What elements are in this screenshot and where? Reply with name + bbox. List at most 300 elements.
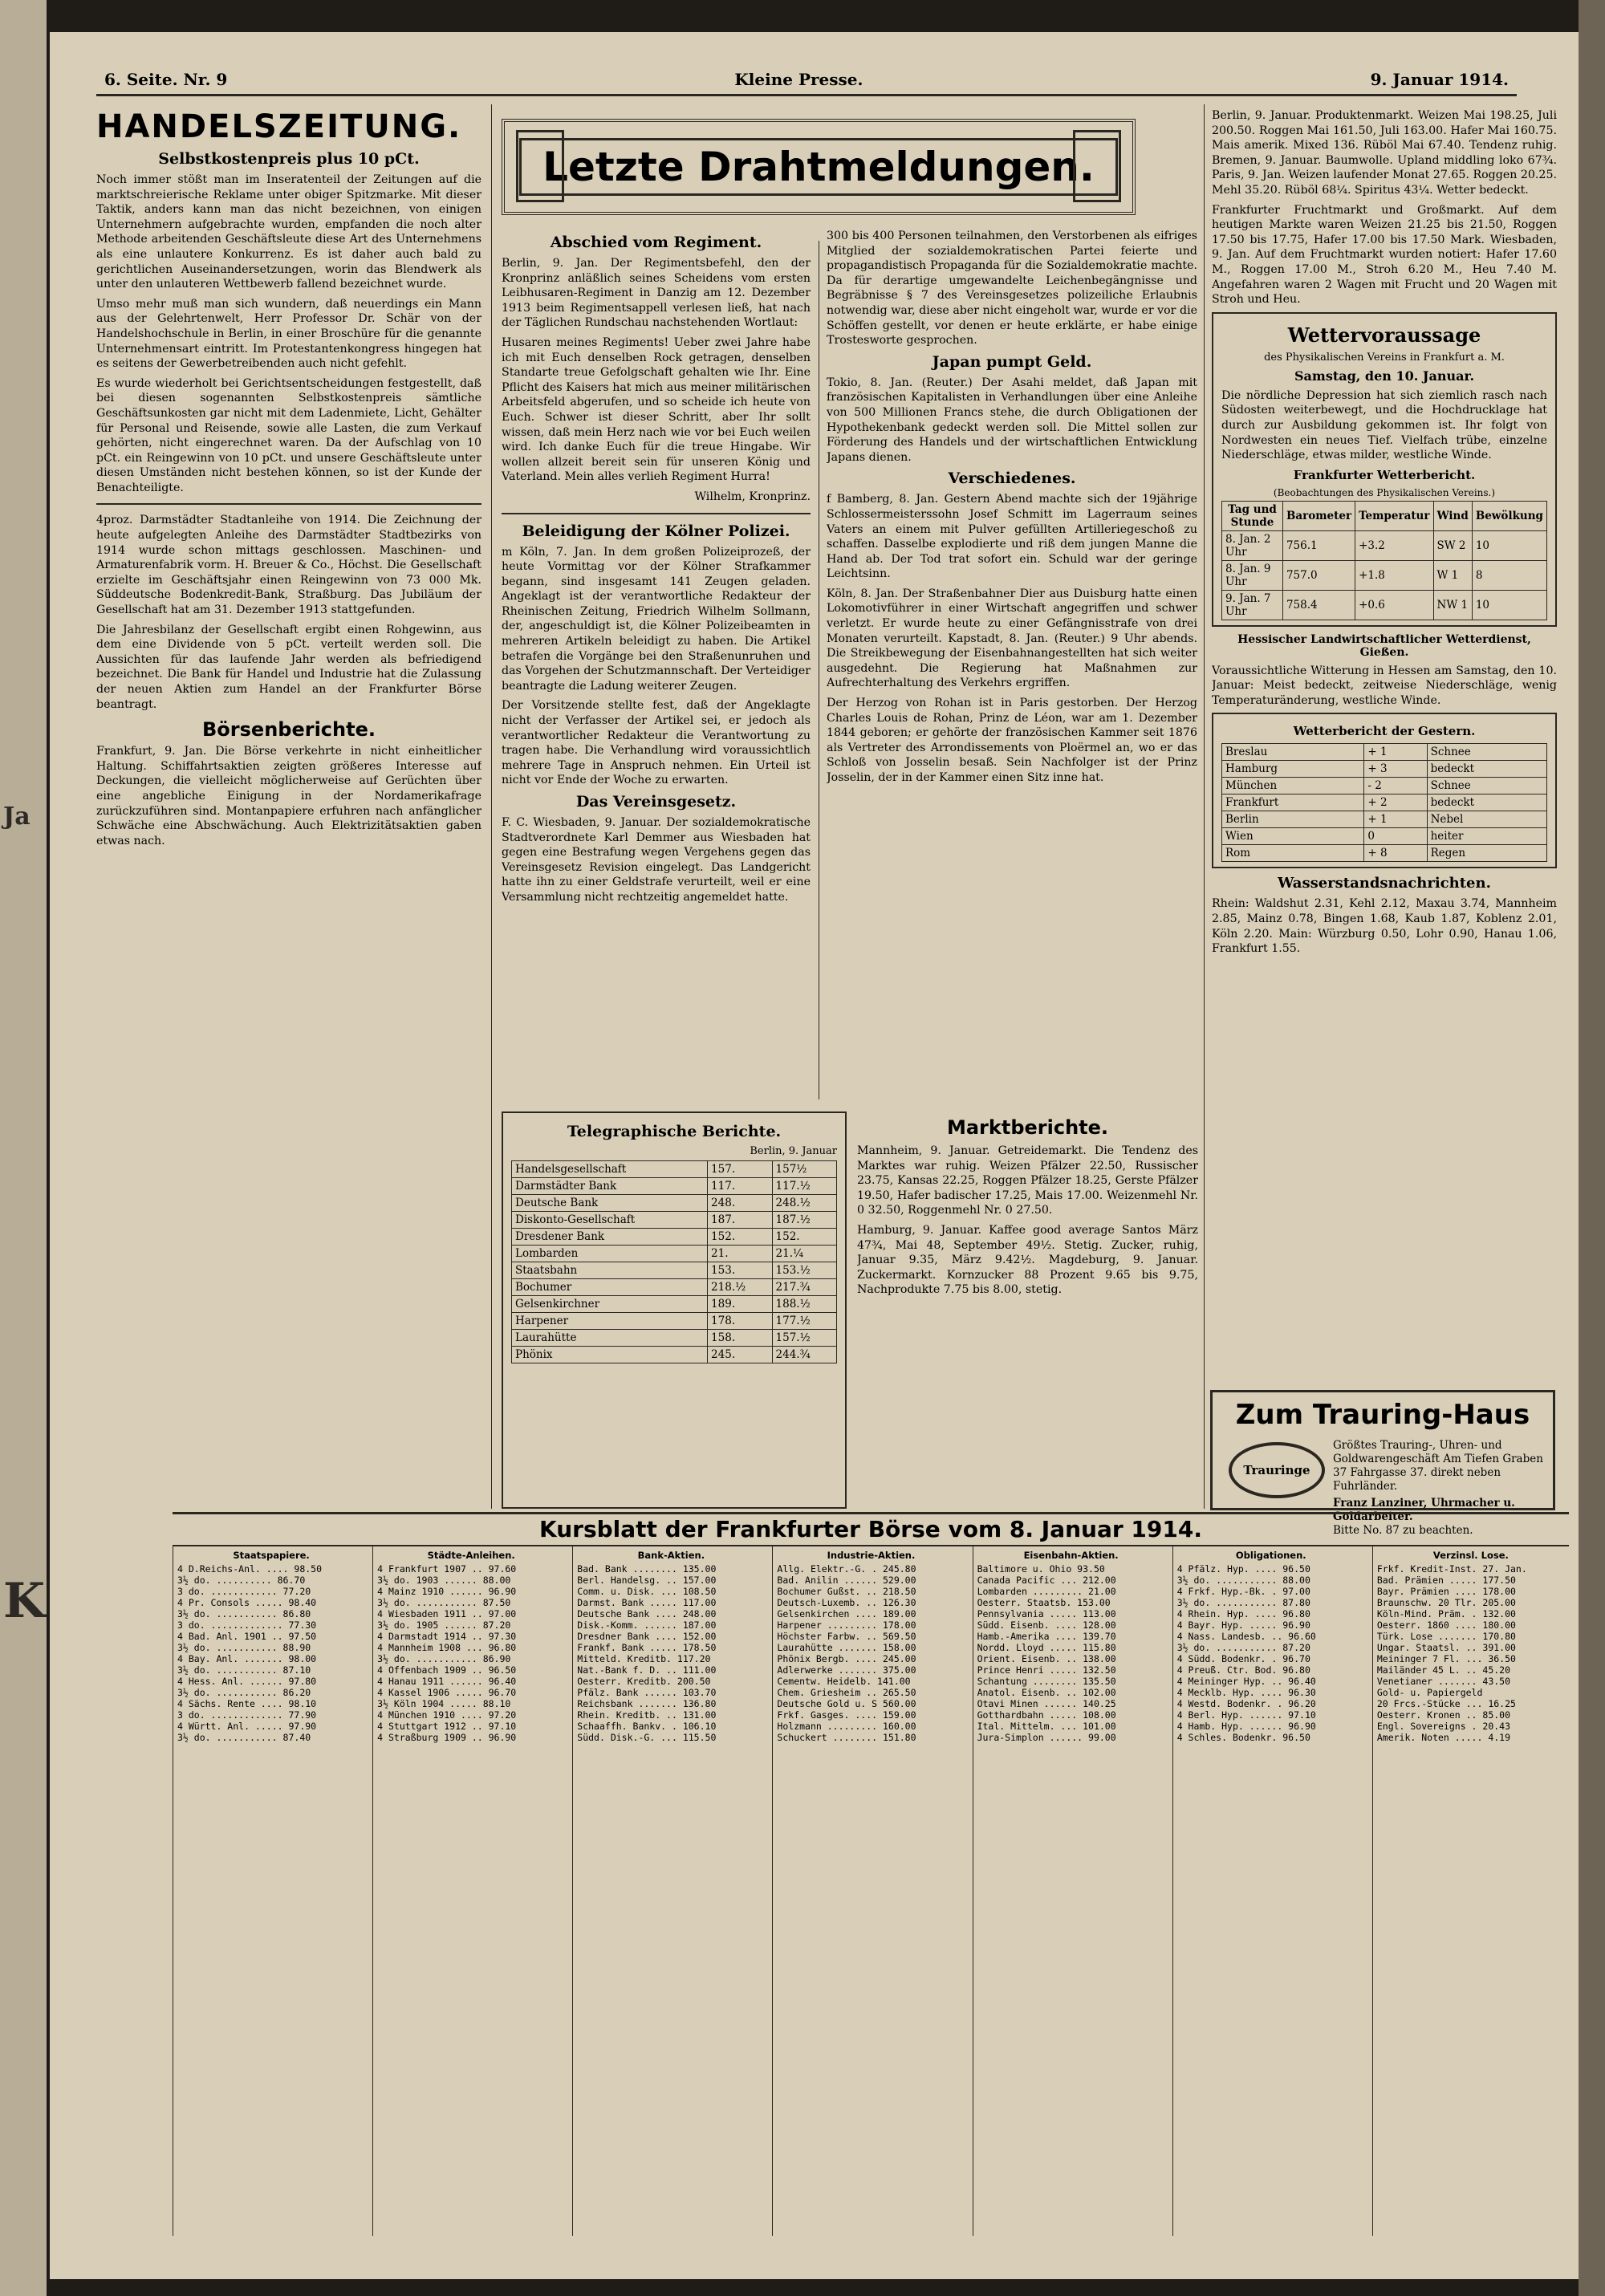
article-signature: Wilhelm, Kronprinz. xyxy=(694,490,811,503)
marktberichte-title: Marktberichte. xyxy=(946,1116,1109,1139)
kursblatt-line: 20 Frcs.-Stücke ... 16.25 xyxy=(1376,1698,1516,1709)
stock-cell-v1: 153. xyxy=(708,1262,772,1279)
weather-cell: 10 xyxy=(1472,590,1546,620)
weather-header-cell: Temperatur xyxy=(1355,501,1433,530)
gestern-cell-val: + 2 xyxy=(1364,794,1427,811)
wettervoraussage-box xyxy=(1212,312,1557,627)
article-subhead: Japan pumpt Geld. xyxy=(932,352,1092,371)
kursblatt-column-head: Verzinsl. Lose. xyxy=(1432,1550,1509,1561)
wetter-subtitle: des Physikalischen Vereins in Frankfurt a. M. xyxy=(1264,351,1505,364)
article-paragraph: Berlin, 9. Jan. Der Regimentsbefehl, den der Kronprinz anläßlich seines Scheidens vom ersten Leibhusaren-Regiment in Danzig am 12. Dezember 1913 beim Regimentsappell verlesen ließ, hat nach der Täglichen Rundschau nachstehenden Wortlaut: xyxy=(502,257,811,330)
kursblatt-line: Gold- u. Papiergeld xyxy=(1376,1687,1483,1698)
weather-row xyxy=(1222,590,1547,620)
divider xyxy=(96,503,482,505)
kursblatt-line: Oesterr. 1860 .... 180.00 xyxy=(1376,1619,1516,1631)
page-label: 6. Seite. Nr. 9 xyxy=(104,69,228,89)
stock-cell-v1: 117. xyxy=(708,1178,772,1195)
article-paragraph: F. C. Wiesbaden, 9. Januar. Der sozialdemokratische Stadtverordnete Karl Demmer aus Wiesbaden hat gegen eine Bestrafung wegen Vergehens gegen das Vereinsgesetz Revision eingelegt. Das Landgericht hatte ihn zu einer Geldstrafe verurteilt, weil er eine Versammlung nicht rechtzeitig angemeldet hatte. xyxy=(502,816,811,904)
kursblatt-column xyxy=(572,1546,769,2236)
kursblatt-line: 4 Darmstadt 1914 .. 97.30 xyxy=(377,1631,517,1642)
kursblatt-line: Holzmann ......... 160.00 xyxy=(777,1721,916,1732)
stock-row xyxy=(512,1330,837,1347)
kursblatt-line: 4 Hanau 1911 ...... 96.40 xyxy=(377,1676,517,1687)
kursblatt-line: Ital. Mittelm. ... 101.00 xyxy=(977,1721,1116,1732)
kursblatt-line: Bayr. Prämien .... 178.00 xyxy=(1376,1586,1516,1597)
kursblatt-line: 3½ do. ........... 87.20 xyxy=(1176,1642,1310,1653)
stock-cell-name: Gelsenkirchner xyxy=(512,1296,708,1313)
kursblatt-line: 3½ do. .......... 86.70 xyxy=(177,1575,306,1586)
kursblatt-line: 3 do. ............. 77.30 xyxy=(177,1619,317,1631)
kursblatt-line: Bad. Anilin ...... 529.00 xyxy=(777,1575,916,1586)
gestern-box xyxy=(1212,713,1557,868)
kursblatt-column xyxy=(973,1546,1169,2236)
weather-header-cell: Bewölkung xyxy=(1472,501,1546,530)
kursblatt-line: 4 Wiesbaden 1911 .. 97.00 xyxy=(377,1608,517,1619)
gestern-cell-state: Regen xyxy=(1427,845,1546,862)
drahtmeldungen-column-left xyxy=(502,229,811,1091)
article-paragraph: 4proz. Darmstädter Stadtanleihe von 1914. Die Zeichnung der heute aufgelegten Anleihe des Darmstädter Stadtbezirks von 1914 wurde schon mittags geschlossen. Maschinen- und Armaturenfabrik vorm. H. Breuer & Co., Höchst. Die Gesellschaft erzielte im Geschäftsjahr einen Reingewinn von 73 000 Mk. Süddeutsche Bodenkredit-Bank, Straßburg. Das Jubiläum der Gesellschaft hat am 31. Dezember 1913 stattgefunden. xyxy=(96,514,482,617)
stock-cell-name: Deutsche Bank xyxy=(512,1195,708,1212)
kursblatt-line: 4 Hess. Anl. ...... 97.80 xyxy=(177,1676,317,1687)
beobachtung-subtitle: (Beobachtungen des Physikalischen Vereins.) xyxy=(1273,486,1496,498)
kursblatt-line: Meininger 7 Fl. ... 36.50 xyxy=(1376,1653,1516,1664)
kursblatt-line: 3½ do. ........... 87.40 xyxy=(177,1732,311,1743)
kursblatt-column-head: Eisenbahn-Aktien. xyxy=(1023,1550,1119,1561)
kursblatt-line: Reichsbank ....... 136.80 xyxy=(577,1698,717,1709)
gestern-row xyxy=(1222,761,1547,778)
gestern-cell-val: + 3 xyxy=(1364,761,1427,778)
kursblatt-line: Oesterr. Kronen .. 85.00 xyxy=(1376,1709,1511,1721)
ad-owner: Franz Lanziner, Uhrmacher u. Goldarbeiter. xyxy=(1333,1497,1515,1523)
gestern-cell-city: Berlin xyxy=(1222,811,1364,828)
article-paragraph: Der Herzog von Rohan ist in Paris gestorben. Der Herzog Charles Louis de Rohan, Prinz de Léon, war am 1. Dezember 1844 geboren; er gehörte der französischen Kammer seit 1876 als Vertreter des Arrondissements von Ploërmel an, wo er das Schloß von Josselin besaß. Sein Nachfolger ist der Prinz Josselin, der in der Kammer einen Sitz inne hat. xyxy=(827,697,1197,784)
stock-cell-name: Laurahütte xyxy=(512,1330,708,1347)
kursblatt-column-head: Bank-Aktien. xyxy=(637,1550,705,1561)
kursblatt-line: Schuckert ........ 151.80 xyxy=(777,1732,916,1743)
kursblatt-line: Ungar. Staatsl. .. 391.00 xyxy=(1376,1642,1516,1653)
page-header xyxy=(96,64,1517,96)
kursblatt-line: Höchster Farbw. .. 569.50 xyxy=(777,1631,916,1642)
kursblatt-line: Venetianer ....... 43.50 xyxy=(1376,1676,1511,1687)
kursblatt-column-head: Städte-Anleihen. xyxy=(427,1550,515,1561)
article-paragraph: Mannheim, 9. Januar. Getreidemarkt. Die Tendenz des Marktes war ruhig. Weizen Pfälzer 22.50, Russischer 23.75, Kansas 22.25, Roggen Pfälzer 18.25, Gerste Pfälzer 19.50, Hafer badischer 17.25, Mais 17.00. Weizenmehl Nr. 0 32.50, Roggenmehl Nr. 0 27.50. xyxy=(857,1144,1198,1217)
article-subhead: Das Vereinsgesetz. xyxy=(575,793,737,811)
stock-row xyxy=(512,1296,837,1313)
kursblatt-line: 3½ do. ........... 87.80 xyxy=(1176,1597,1310,1608)
kursblatt-line: Deutsche Gold u. S 560.00 xyxy=(777,1698,916,1709)
article-subhead: Verschiedenes. xyxy=(948,469,1076,488)
telegraph-place: Berlin, 9. Januar xyxy=(750,1145,837,1157)
kursblatt-line: 4 Nass. Landesb. .. 96.60 xyxy=(1176,1631,1316,1642)
stock-cell-v1: 178. xyxy=(708,1313,772,1330)
weather-cell: 10 xyxy=(1472,530,1546,560)
stock-cell-name: Darmstädter Bank xyxy=(512,1178,708,1195)
weather-cell: NW 1 xyxy=(1433,590,1472,620)
kursblatt-line: Laurahütte ....... 158.00 xyxy=(777,1642,916,1653)
kursblatt-line: 4 Bad. Anl. 1901 .. 97.50 xyxy=(177,1631,317,1642)
kursblatt-line: Schaaffh. Bankv. . 106.10 xyxy=(577,1721,717,1732)
kursblatt-line: Frkf. Kredit-Inst. 27. Jan. xyxy=(1376,1563,1527,1575)
ad-text: Größtes Trauring-, Uhren- und Goldwarengeschäft Am Tiefen Graben 37 Fahrgasse 37. direkt neben Fuhrländer. xyxy=(1333,1439,1543,1493)
stock-cell-v1: 152. xyxy=(708,1229,772,1246)
kursblatt-line: Mitteld. Kreditb. 117.20 xyxy=(577,1653,711,1664)
article-paragraph: Hamburg, 9. Januar. Kaffee good average Santos März 47¾, Mai 48, September 49½. Stetig. Zucker, ruhig, Januar 9.35, März 9.42½. Magdeburg, 9. Januar. Zuckermarkt. Kornzucker 88 Prozent 9.65 bis 9.75, Nachprodukte 7.75 bis 8.00, stetig. xyxy=(857,1223,1198,1297)
kursblatt-line: 4 Frankfurt 1907 .. 97.60 xyxy=(377,1563,517,1575)
article-paragraph: Tokio, 8. Jan. (Reuter.) Der Asahi meldet, daß Japan mit französischen Kapitalisten in Verhandlungen über eine Anleihe von 500 Millionen Francs stehe, die durch Obligationen der Hypothekenbank gedeckt werden soll. Die Mittel sollen zur Förderung des Handels und der wirtschaftlichen Entwicklung Japans dienen. xyxy=(827,376,1197,464)
ring-label: Trauringe xyxy=(1243,1463,1310,1477)
stock-cell-name: Handelsgesellschaft xyxy=(512,1161,708,1178)
kursblatt-line: 3½ do. ........... 87.50 xyxy=(377,1597,511,1608)
kursblatt-line: 4 Württ. Anl. ..... 97.90 xyxy=(177,1721,317,1732)
gestern-cell-state: heiter xyxy=(1427,828,1546,845)
kursblatt-line: Rhein. Kreditb. .. 131.00 xyxy=(577,1709,717,1721)
kursblatt-line: Pfälz. Bank ...... 103.70 xyxy=(577,1687,717,1698)
weather-row xyxy=(1222,560,1547,590)
kursblatt-line: Lombarden ......... 21.00 xyxy=(977,1586,1116,1597)
paper-name: Kleine Presse. xyxy=(734,69,863,89)
article-paragraph: Der Vorsitzende stellte fest, daß der Angeklagte nicht der Verfasser der Artikel sei, er jedoch als verantwortlicher Redakteur die Verantwortung zu tragen habe. Die Verhandlung wird voraussichtlich mehrere Tage in Anspruch nehmen. Ein Urteil ist nicht vor Ende der Woche zu erwarten. xyxy=(502,699,811,787)
stock-cell-v2: 177.½ xyxy=(772,1313,836,1330)
stock-cell-v1: 218.½ xyxy=(708,1279,772,1296)
kursblatt-line: Baltimore u. Ohio 93.50 xyxy=(977,1563,1105,1575)
stock-cell-name: Dresdener Bank xyxy=(512,1229,708,1246)
article-paragraph: Umso mehr muß man sich wundern, daß neuerdings ein Mann aus der Gelehrtenwelt, Herr Professor Dr. Schär von der Handelshochschule in Berlin, in einer Broschüre für die genannte Unternehmensart eintritt. Im Protestantenkongress hingegen hat es seitens der Gewerbetreibenden auch nicht gefehlt. xyxy=(96,297,482,371)
kursblatt-line: Südd. Eisenb. .... 128.00 xyxy=(977,1619,1116,1631)
article-paragraph: Noch immer stößt man im Inseratenteil der Zeitungen auf die marktschreierische Reklame unter obiger Spitzmarke. Mit dieser Taktik, anders kann man das nicht bezeichnen, von einigen Unternehmern aufgebrachte wurden, empfanden die noch alter Methode arbeitenden Geschäftsleute diese Art des Unternehmens als eine unlautere Konkurrenz. Es ist daher auch bald zu gerichtlichen Auseinandersetzungen, worin das Blendwerk als unter den unlauteren Wettbewerb fallend bezeichnet wurde. xyxy=(96,173,482,291)
kursblatt-column-head: Industrie-Aktien. xyxy=(827,1550,916,1561)
kursblatt-line: Harpener ......... 178.00 xyxy=(777,1619,916,1631)
issue-date: 9. Januar 1914. xyxy=(1370,69,1509,89)
stock-cell-v2: 157½ xyxy=(772,1161,836,1178)
drahtmeldungen-banner xyxy=(502,119,1136,215)
stock-cell-name: Lombarden xyxy=(512,1246,708,1262)
kursblatt-line: 4 D.Reichs-Anl. .... 98.50 xyxy=(177,1563,323,1575)
gestern-row xyxy=(1222,811,1547,828)
kursblatt-line: Gotthardbahn ..... 108.00 xyxy=(977,1709,1116,1721)
kursblatt-line: Oesterr. Staatsb. 153.00 xyxy=(977,1597,1111,1608)
stock-cell-v2: 21.¼ xyxy=(772,1246,836,1262)
handelszeitung-subhead: Selbstkostenpreis plus 10 pCt. xyxy=(158,150,420,168)
weather-row xyxy=(1222,530,1547,560)
weather-cell: 8. Jan. 2 Uhr xyxy=(1222,530,1283,560)
article-paragraph: Rhein: Waldshut 2.31, Kehl 2.12, Maxau 3.74, Mannheim 2.85, Mainz 0.78, Bingen 1.68, Kaub 1.87, Koblenz 2.01, Köln 2.20. Main: Würzburg 0.50, Lohr 0.90, Hanau 1.06, Frankfurt 1.55. xyxy=(1212,897,1557,956)
article-paragraph: Berlin, 9. Januar. Produktenmarkt. Weizen Mai 198.25, Juli 200.50. Roggen Mai 161.50, Juli 163.00. Hafer Mai 160.75. Mais amerik. Mixed 136. Rüböl Mai 67.40. Tendenz ruhig. Bremen, 9. Januar. Baumwolle. Upland middling loko 67¾. Paris, 9. Jan. Weizen laufender Monat 27.65. Roggen 20.25. Mehl 35.20. Rüböl 68¼. Spiritus 43¼. Wetter bedeckt. xyxy=(1212,109,1557,197)
kursblatt-line: Bochumer Gußst. .. 218.50 xyxy=(777,1586,916,1597)
article-paragraph: Frankfurt, 9. Jan. Die Börse verkehrte in nicht einheitlicher Haltung. Schiffahrtsaktien zeigten größeres Interesse auf Deckungen, die vielleicht möglicherweise auf Gerüchten über eine angebliche Einigung in der Nordamerikafrage zurückzuführen sind. Montanpapiere erfuhren nach anfänglicher Schwäche eine Abschwächung. Auch Elektrizitätsaktien gaben etwas nach. xyxy=(96,745,482,847)
kursblatt-line: 4 München 1910 .... 97.20 xyxy=(377,1709,517,1721)
kursblatt-line: 4 Mannheim 1908 ... 96.80 xyxy=(377,1642,517,1653)
stock-cell-v2: 117.½ xyxy=(772,1178,836,1195)
gestern-cell-state: bedeckt xyxy=(1427,794,1546,811)
kursblatt-line: 4 Rhein. Hyp. .... 96.80 xyxy=(1176,1608,1310,1619)
kursblatt-line: 4 Südd. Bodenkr. . 96.70 xyxy=(1176,1653,1310,1664)
gestern-row xyxy=(1222,845,1547,862)
kursblatt-line: 3½ do. ........... 86.90 xyxy=(377,1653,511,1664)
gestern-title: Wetterbericht der Gestern. xyxy=(1293,724,1476,739)
kursblatt-line: Berl. Handelsg. .. 157.00 xyxy=(577,1575,717,1586)
stock-cell-name: Bochumer xyxy=(512,1279,708,1296)
kursblatt-line: 4 Stuttgart 1912 .. 97.10 xyxy=(377,1721,517,1732)
kursblatt-column-head: Staatspapiere. xyxy=(233,1550,310,1561)
kursblatt-line: Schantung ........ 135.50 xyxy=(977,1676,1116,1687)
kursblatt-line: Adlerwerke ....... 375.00 xyxy=(777,1664,916,1676)
kursblatt-line: 4 Sächs. Rente .... 98.10 xyxy=(177,1698,317,1709)
kursblatt-line: 3½ do. 1903 ...... 88.00 xyxy=(377,1575,511,1586)
kursblatt-line: Mailänder 45 L. .. 45.20 xyxy=(1376,1664,1511,1676)
kursblatt-line: 3½ do. ........... 86.20 xyxy=(177,1687,311,1698)
stock-cell-v1: 248. xyxy=(708,1195,772,1212)
kursblatt-column xyxy=(372,1546,569,2236)
article-paragraph: Husaren meines Regiments! Ueber zwei Jahre habe ich mit Euch denselben Rock getragen, denselben Standarte treue Gefolgschaft gehalten wie Ihr. Eine Pflicht des Kaisers hat mich aus meiner militärischen Arbeitsfeld abgerufen, und so scheide ich heute von Euch. Schwer ist dieser Schritt, aber Ihr sollt wissen, daß mein Herz nach wie vor bei Euch weilen wird. Ich danke Euch für die treue Hingabe. Wir wollen allzeit bereit sein für unseren König und Vaterland. Mein alles verlieh Regiment Hurra! xyxy=(502,335,811,484)
stock-cell-v1: 189. xyxy=(708,1296,772,1313)
kursblatt-line: Südd. Disk.-G. ... 115.50 xyxy=(577,1732,717,1743)
stock-row xyxy=(512,1178,837,1195)
kursblatt-line: 4 Westd. Bodenkr. . 96.20 xyxy=(1176,1698,1316,1709)
kursblatt-line: 3½ Köln 1904 ..... 88.10 xyxy=(377,1698,511,1709)
gestern-cell-city: München xyxy=(1222,778,1364,794)
weather-cell: 8 xyxy=(1472,560,1546,590)
stock-row xyxy=(512,1229,837,1246)
kursblatt-column xyxy=(772,1546,969,2236)
article-paragraph: Köln, 8. Jan. Der Straßenbahner Dier aus Duisburg hatte einen Lokomotivführer in einer Wirtschaft angegriffen und schwer verletzt. Er wurde heute zu einer Gefängnisstrafe von drei Monaten verurteilt. Kapstadt, 8. Jan. (Reuter.) 9 Uhr abends. Die Streikbewegung der Eisenbahnangestellten hat sich weiter ausgedehnt. Die Regierung hat Maßnahmen zur Aufrechterhaltung des Verkehrs ergriffen. xyxy=(827,587,1197,690)
kursblatt-column-head: Obligationen. xyxy=(1235,1550,1306,1561)
stock-cell-v2: 187.½ xyxy=(772,1212,836,1229)
article-paragraph: f Bamberg, 8. Jan. Gestern Abend machte sich der 19jährige Schlossermeisterssohn Josef Schmitt im Lagerraum seines Vaters an einem mit Pulver gefüllten Artilleriegeschoß zu schaffen. Dasselbe explodierte und riß dem jungen Manne die Hand ab. Der Tod trat sofort ein. Schuld war der geringe Leichtsinn. xyxy=(827,493,1197,581)
stock-row xyxy=(512,1195,837,1212)
column-rule xyxy=(491,104,492,1509)
drahtmeldungen-column-right xyxy=(827,229,1197,1091)
stock-cell-name: Staatsbahn xyxy=(512,1262,708,1279)
stock-cell-name: Harpener xyxy=(512,1313,708,1330)
kursblatt-line: 4 Pfälz. Hyp. .... 96.50 xyxy=(1176,1563,1310,1575)
ornament-left xyxy=(516,130,564,202)
kursblatt-column xyxy=(173,1546,369,2236)
weather-header-cell: Wind xyxy=(1433,501,1472,530)
stock-cell-v2: 157.½ xyxy=(772,1330,836,1347)
article-paragraph: 300 bis 400 Personen teilnahmen, den Verstorbenen als eifriges Mitglied der sozialdemokratischen Partei feierte und propagandistisch Propaganda für die Sozialdemokratie machte. Da für derartige umgewandelte Leichenbegängnisse und Begräbnisse § 7 des Vereinsgesetzes polizeiliche Erlaubnis notwendig war, diese aber nicht eingeholt war, wurde er vor die Schöffen gestellt, vor denen er heute erklärte, er habe einige Trostesworte gesprochen. xyxy=(827,230,1197,347)
kursblatt-line: 4 Mainz 1910 ...... 96.90 xyxy=(377,1586,517,1597)
stock-row xyxy=(512,1161,837,1178)
gestern-cell-val: - 2 xyxy=(1364,778,1427,794)
wetter-title: Wettervoraussage xyxy=(1287,323,1481,347)
kursblatt-line: 3 do. ............ 77.20 xyxy=(177,1586,311,1597)
kursblatt-line: Frankf. Bank ..... 178.50 xyxy=(577,1642,717,1653)
kursblatt-line: 3½ do. ........... 88.00 xyxy=(1176,1575,1310,1586)
kursblatt-line: Köln-Mind. Präm. . 132.00 xyxy=(1376,1608,1516,1619)
gestern-cell-state: Schnee xyxy=(1427,778,1546,794)
stock-row xyxy=(512,1262,837,1279)
telegraph-title: Telegraphische Berichte. xyxy=(567,1123,782,1140)
stock-row xyxy=(512,1313,837,1330)
stock-cell-v2: 248.½ xyxy=(772,1195,836,1212)
stock-row xyxy=(512,1212,837,1229)
weather-cell: +3.2 xyxy=(1355,530,1433,560)
kursblatt-line: Nat.-Bank f. D. .. 111.00 xyxy=(577,1664,717,1676)
kursblatt-line: 4 Hamb. Hyp. ...... 96.90 xyxy=(1176,1721,1316,1732)
kursblatt-line: 3½ do. ........... 86.80 xyxy=(177,1608,311,1619)
wetter-day: Samstag, den 10. Januar. xyxy=(1294,368,1475,384)
adjacent-page-strip xyxy=(0,0,47,2296)
handelszeitung-column xyxy=(96,108,482,1509)
stock-cell-v2: 152. xyxy=(772,1229,836,1246)
binding-edge xyxy=(1579,0,1605,2296)
gestern-cell-val: + 8 xyxy=(1364,845,1427,862)
stock-cell-v2: 217.¾ xyxy=(772,1279,836,1296)
kursblatt-line: Anatol. Eisenb. .. 102.00 xyxy=(977,1687,1116,1698)
kursblatt-line: 4 Bay. Anl. ....... 98.00 xyxy=(177,1653,317,1664)
stock-cell-v1: 21. xyxy=(708,1246,772,1262)
article-subhead: Beleidigung der Kölner Polizei. xyxy=(522,522,790,540)
stock-table xyxy=(511,1160,837,1363)
stock-cell-v1: 157. xyxy=(708,1161,772,1178)
gestern-row xyxy=(1222,794,1547,811)
boersenberichte-title: Börsenberichte. xyxy=(202,718,376,742)
kursblatt-line: 3½ do. ........... 87.10 xyxy=(177,1664,311,1676)
weather-cell: +1.8 xyxy=(1355,560,1433,590)
stock-row xyxy=(512,1347,837,1363)
gestern-row xyxy=(1222,778,1547,794)
kursblatt-line: 4 Offenbach 1909 .. 96.50 xyxy=(377,1664,517,1676)
weather-cell: SW 2 xyxy=(1433,530,1472,560)
weather-table xyxy=(1221,501,1547,620)
weather-cell: 8. Jan. 9 Uhr xyxy=(1222,560,1283,590)
divider xyxy=(502,513,811,514)
trauring-advertisement xyxy=(1210,1390,1555,1537)
kursblatt-line: Braunschw. 20 Tlr. 205.00 xyxy=(1376,1597,1516,1608)
kursblatt-line: Prince Henri ..... 132.50 xyxy=(977,1664,1116,1676)
kursblatt-line: Bad. Prämien ..... 177.50 xyxy=(1376,1575,1516,1586)
drahtmeldungen-title: Letzte Drahtmeldungen. xyxy=(519,138,1118,196)
kursblatt-line: 4 Preuß. Ctr. Bod. 96.80 xyxy=(1176,1664,1310,1676)
kursblatt-line: Dresdner Bank .... 152.00 xyxy=(577,1631,717,1642)
article-paragraph: Voraussichtliche Witterung in Hessen am Samstag, den 10. Januar: Meist bedeckt, zeitweise Niederschläge, wenig Temperaturänderung, westliche Winde. xyxy=(1212,664,1557,707)
article-paragraph: Die Jahresbilanz der Gesellschaft ergibt einen Rohgewinn, aus dem eine Dividende von 5 pCt. verteilt werden soll. Die Aussichten für das laufende Jahr werden als befriedigend bezeichnet. Die Bank für Handel und Industrie hat die Zulassung der neuen Aktien zum Handel an der Frankfurter Börse beantragt. xyxy=(96,623,482,711)
kursblatt-line: Cementw. Heidelb. 141.00 xyxy=(777,1676,911,1687)
kursblatt-line: Engl. Sovereigns . 20.43 xyxy=(1376,1721,1511,1732)
stock-cell-v2: 153.½ xyxy=(772,1262,836,1279)
kursblatt-line: 4 Schles. Bodenkr. 96.50 xyxy=(1176,1732,1310,1743)
kursblatt-line: Türk. Lose ....... 170.80 xyxy=(1376,1631,1516,1642)
gestern-cell-val: 0 xyxy=(1364,828,1427,845)
kursblatt-line: 3 do. ............. 77.90 xyxy=(177,1709,317,1721)
kursblatt-line: 4 Frkf. Hyp.-Bk. . 97.00 xyxy=(1176,1586,1310,1597)
kursblatt-line: Orient. Eisenb. .. 138.00 xyxy=(977,1653,1116,1664)
kursblatt-line: 4 Pr. Consols ..... 98.40 xyxy=(177,1597,317,1608)
ad-note: Bitte No. 87 zu beachten. xyxy=(1333,1524,1473,1537)
kursblatt-column xyxy=(1372,1546,1569,2236)
ornament-right xyxy=(1073,130,1121,202)
gestern-row xyxy=(1222,744,1547,761)
stock-row xyxy=(512,1246,837,1262)
gestern-cell-state: Schnee xyxy=(1427,744,1546,761)
gestern-cell-city: Hamburg xyxy=(1222,761,1364,778)
article-paragraph: Es wurde wiederholt bei Gerichtsentscheidungen festgestellt, daß bei diesen sogenannten Selbstkostenpreis sämtliche Geschäftsunkosten gar nicht mit dem Ladenmiete, Licht, Gehälter für Personal und Reisende, sowie alle Lasten, die zum Verkauf gehörten, nicht eingerechnet waren. Da der Aufschlag von 10 pCt. ein Reingewinn von 10 pCt. und unsere Geschäftsleute unter diesen Umständen nicht bestehen können, so ist der Kunde der Benachteiligte. xyxy=(96,376,482,494)
column-rule xyxy=(1204,104,1205,1509)
gestern-cell-state: Nebel xyxy=(1427,811,1546,828)
kursblatt-column xyxy=(1172,1546,1369,2236)
kursblatt-title: Kursblatt der Frankfurter Börse vom 8. Januar 1914. xyxy=(173,1512,1569,1546)
stock-cell-name: Diskonto-Gesellschaft xyxy=(512,1212,708,1229)
marktberichte-column xyxy=(857,1111,1198,1509)
kursblatt-line: Allg. Elektr.-G. . 245.80 xyxy=(777,1563,916,1575)
article-paragraph: Frankfurter Fruchtmarkt und Großmarkt. Auf dem heutigen Markte waren Weizen 21.25 bis 21.50, Roggen 17.50 bis 17.75, Hafer 17.00 bis 17.50 Mark. Wiesbaden, 9. Jan. Auf dem Fruchtmarkt wurden notiert: Hafer 17.60 M., Roggen 17.00 M., Stroh 6.20 M., Heu 7.40 M. Angefahren waren 2 Wagen mit Frucht und 20 Wagen mit Stroh und Heu. xyxy=(1212,203,1557,307)
kursblatt-line: 4 Kassel 1906 ..... 96.70 xyxy=(377,1687,517,1698)
adjacent-fragment-2: K xyxy=(3,1573,46,1629)
ring-icon xyxy=(1229,1442,1325,1498)
weather-cell: 757.0 xyxy=(1282,560,1355,590)
kursblatt-line: Gelsenkirchen .... 189.00 xyxy=(777,1608,916,1619)
kursblatt-line: Nordd. Lloyd ..... 115.80 xyxy=(977,1642,1116,1653)
beobachtung-title: Frankfurter Wetterbericht. xyxy=(1293,467,1476,482)
article-paragraph: m Köln, 7. Jan. In dem großen Polizeiprozeß, der heute Vormittag vor der Kölner Strafkammer begann, sind insgesamt 141 Zeugen geladen. Angeklagt ist der verantwortliche Redakteur der Rheinischen Zeitung, Friedrich Wilhelm Sollmann, der, angeschuldigt ist, die Kölner Polizeibeamten in mehreren Artikeln beleidigt zu haben. Die Artikel betrafen die Vorgänge bei den Straßenunruhen und das Vorgehen der Schutzmannschaft. Der Verteidiger beantragte die Ladung weiterer Zeugen. xyxy=(502,545,811,693)
kursblatt-line: Amerik. Noten ..... 4.19 xyxy=(1376,1732,1511,1743)
weather-cell: 758.4 xyxy=(1282,590,1355,620)
kursblatt-line: Deutsche Bank .... 248.00 xyxy=(577,1608,717,1619)
stock-cell-v1: 187. xyxy=(708,1212,772,1229)
gestern-row xyxy=(1222,828,1547,845)
gestern-cell-city: Breslau xyxy=(1222,744,1364,761)
kursblatt-line: Deutsch-Luxemb. .. 126.30 xyxy=(777,1597,916,1608)
hessen-title: Hessischer Landwirtschaftlicher Wetterdienst, Gießen. xyxy=(1237,632,1531,659)
kursblatt-line: 4 Bayr. Hyp. ..... 96.90 xyxy=(1176,1619,1310,1631)
adjacent-fragment-1: Ja xyxy=(3,803,30,831)
kursblatt-line: 4 Straßburg 1909 .. 96.90 xyxy=(377,1732,517,1743)
kursblatt-line: 4 Meininger Hyp. .. 96.40 xyxy=(1176,1676,1316,1687)
gestern-cell-val: + 1 xyxy=(1364,744,1427,761)
handelszeitung-title: HANDELSZEITUNG. xyxy=(96,108,462,145)
weather-header-cell: Tag und Stunde xyxy=(1222,501,1283,530)
gestern-cell-state: bedeckt xyxy=(1427,761,1546,778)
kursblatt-line: Otavi Minen ...... 140.25 xyxy=(977,1698,1116,1709)
kursblatt-line: 3½ do. ........... 88.90 xyxy=(177,1642,311,1653)
weather-cell: 9. Jan. 7 Uhr xyxy=(1222,590,1283,620)
weather-header-cell: Barometer xyxy=(1282,501,1355,530)
ad-title: Zum Trauring-Haus xyxy=(1235,1399,1530,1431)
telegraphische-berichte-box xyxy=(502,1111,847,1509)
weather-cell: +0.6 xyxy=(1355,590,1433,620)
stock-cell-v1: 158. xyxy=(708,1330,772,1347)
kursblatt-line: Bad. Bank ........ 135.00 xyxy=(577,1563,717,1575)
kursblatt-table xyxy=(173,1546,1569,2236)
weather-cell: 756.1 xyxy=(1282,530,1355,560)
stock-row xyxy=(512,1279,837,1296)
gestern-table xyxy=(1221,743,1547,862)
stock-cell-name: Phönix xyxy=(512,1347,708,1363)
gestern-cell-city: Rom xyxy=(1222,845,1364,862)
kursblatt-line: Pennsylvania ..... 113.00 xyxy=(977,1608,1116,1619)
weather-cell: W 1 xyxy=(1433,560,1472,590)
kursblatt-line: Frkf. Gasges. .... 159.00 xyxy=(777,1709,916,1721)
kursblatt-line: Hamb.-Amerika .... 139.70 xyxy=(977,1631,1116,1642)
kursblatt-line: Oesterr. Kreditb. 200.50 xyxy=(577,1676,711,1687)
wasser-title: Wasserstandsnachrichten. xyxy=(1278,875,1491,892)
kursblatt-line: Chem. Griesheim .. 265.50 xyxy=(777,1687,916,1698)
stock-cell-v2: 244.¾ xyxy=(772,1347,836,1363)
gestern-cell-city: Wien xyxy=(1222,828,1364,845)
right-market-column xyxy=(1212,108,1557,1384)
article-subhead: Abschied vom Regiment. xyxy=(550,234,762,251)
gestern-cell-city: Frankfurt xyxy=(1222,794,1364,811)
kursblatt-line: 4 Mecklb. Hyp. .... 96.30 xyxy=(1176,1687,1316,1698)
kursblatt-line: Canada Pacific ... 212.00 xyxy=(977,1575,1116,1586)
gestern-cell-val: + 1 xyxy=(1364,811,1427,828)
stock-cell-v1: 245. xyxy=(708,1347,772,1363)
kursblatt-line: Disk.-Komm. ...... 187.00 xyxy=(577,1619,717,1631)
kursblatt-line: 4 Berl. Hyp. ...... 97.10 xyxy=(1176,1709,1316,1721)
stock-cell-v2: 188.½ xyxy=(772,1296,836,1313)
wetter-paragraph: Die nördliche Depression hat sich ziemlich rasch nach Südosten weiterbewegt, und die Hochdrucklage hat durch zur Ausbildung gekommen ist. Ihr folgt von Nordwesten ein neues Tief. Vielfach trübe, einzelne Niederschläge, etwas milder, westliche Winde. xyxy=(1221,388,1547,462)
kursblatt-line: 3½ do. 1905 ...... 87.20 xyxy=(377,1619,511,1631)
